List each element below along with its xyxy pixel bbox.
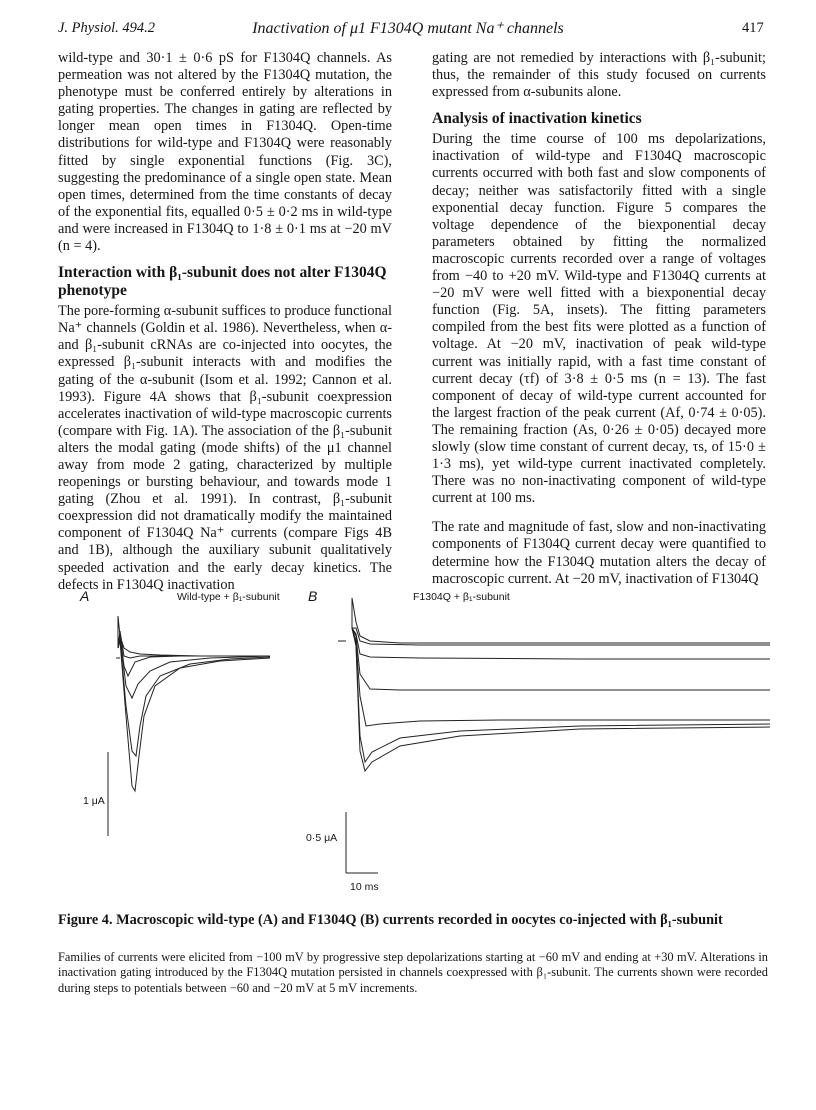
panel-b-title: F1304Q + β₁-subunit bbox=[413, 591, 510, 603]
time-scale-label: 10 ms bbox=[350, 881, 379, 893]
panel-a-label: A bbox=[80, 588, 90, 604]
running-title: Inactivation of μ1 F1304Q mutant Na⁺ channels bbox=[252, 20, 564, 37]
journal-name: J. Physiol. 494.2 bbox=[58, 20, 156, 36]
panel-a-traces bbox=[116, 616, 270, 791]
paragraph: The pore-forming α-subunit suffices to produce functional Na⁺ channels (Goldin et al. 1986). Nevertheless, when α- and β₁-subunit cRNAs are co-injected into oocytes, the expressed β₁-subunit interacts with and modifies the gating of the α-subunit (Isom et al. 1992; Cannon et al. 1993). Figure 4A shows that β₁-subunit coexpression accelerates inactivation of wild-type macroscopic currents (compare with Fig. 1A). The association of the β₁-subunit alters the modal gating (mode shifts) of the μ1 channel away from mode 2 gating, characterized by multiple reopenings or bursting behaviour, and towards mode 1 gating (Zhou et al. 1991). In contrast, β₁-subunit coexpression did not dramatically modify the maintained component of F1304Q Na⁺ currents (compare Figs 4B and 1B), although the auxiliary subunit qualitatively speeded activation and the early decay kinetics. The defects in F1304Q inactivation bbox=[58, 303, 392, 593]
panel-b-traces bbox=[338, 598, 770, 771]
figure-caption-title: Figure 4. Macroscopic wild-type (A) and F1304Q (B) currents recorded in oocytes co-injected with β₁-subunit bbox=[58, 912, 723, 928]
paragraph: gating are not remedied by interactions with β₁-subunit; thus, the remainder of this study focused on currents expressed from α-subunits alone. bbox=[432, 50, 766, 101]
panel-a-title: Wild-type + β₁-subunit bbox=[177, 591, 280, 603]
left-column bbox=[58, 50, 392, 594]
current-traces bbox=[80, 586, 770, 896]
paragraph: During the time course of 100 ms depolarizations, inactivation of wild-type and F1304Q macroscopic currents occurred with both fast and slow components of decay; neither was satisfactorily fitted with a single exponential decay function. Figure 5 compares the voltage dependence of the biexponential decay parameters obtained by fitting the normalized macroscopic currents recorded over a range of voltages from −40 to +20 mV. Wild-type and F1304Q currents at −20 mV were well fitted with a biexponential decay function (Fig. 5A, insets). The fitting parameters compiled from the best fits were plotted as a function of voltage. At −20 mV, inactivation of peak wild-type current was initially rapid, with a fast time constant of current decay (τf) of 3·8 ± 0·5 ms (n = 13). The fast component of decay of wild-type current accounted for the largest fraction of the peak current (Af, 0·74 ± 0·05). The remaining fraction (As, 0·26 ± 0·05) decayed more slowly (slow time constant of current decay, τs, of 15·0 ± 1·3 ms), yet wild-type current inactivated completely. There was no non-inactivating component of wild-type current at 100 ms. bbox=[432, 131, 766, 507]
paragraph: The rate and magnitude of fast, slow and non-inactivating components of F1304Q current decay were quantified to determine how the F1304Q mutation alters the decay of macroscopic current. At −20 mV, inactivation of F1304Q bbox=[432, 519, 766, 587]
panel-b-scale-label: 0·5 μA bbox=[306, 832, 338, 844]
section-heading: Interaction with β₁-subunit does not alter F1304Q phenotype bbox=[58, 264, 387, 300]
panel-b-label: B bbox=[308, 588, 318, 604]
panel-a-scale-label: 1 μA bbox=[83, 795, 105, 807]
figure-caption-body: Families of currents were elicited from −100 mV by progressive step depolarizations starting at −60 mV and ending at +30 mV. Alterations in inactivation gating introduced by the F1304Q mutation persisted in channels coexpressed with β₁-subunit. The currents shown were recorded during steps to potentials between −60 and −20 mV at 5 mV increments. bbox=[58, 950, 768, 995]
page-number: 417 bbox=[742, 20, 764, 36]
figure-4 bbox=[80, 586, 770, 896]
right-column bbox=[432, 50, 766, 588]
paragraph: wild-type and 30·1 ± 0·6 pS for F1304Q channels. As permeation was not altered by the F1304Q mutation, the phenotype must be conferred entirely by alterations in gating properties. The changes in gating are reflected by longer mean open times in F1304Q. Open-time distributions for wild-type and F1304Q were reasonably fitted by single exponential functions (Fig. 3C), suggesting the predominance of a single open state. Mean open times, determined from the time constants of decay of the exponential fits, equalled 0·5 ± 0·2 ms in wild-type and were increased in F1304Q to 1·8 ± 0·1 ms at −20 mV (n = 4). bbox=[58, 50, 392, 255]
section-heading: Analysis of inactivation kinetics bbox=[432, 110, 642, 128]
